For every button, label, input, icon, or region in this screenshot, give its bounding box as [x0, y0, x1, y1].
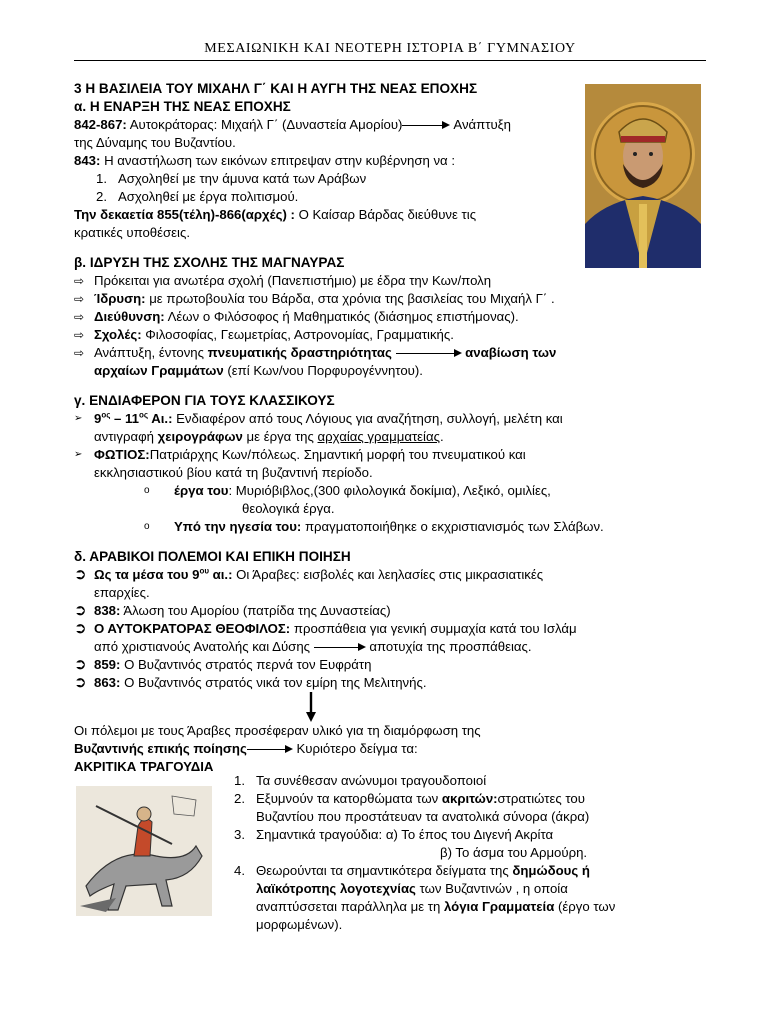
- circled-arrow-bullet-icon: ➲: [74, 602, 87, 619]
- list-item: ➲ Ως τα μέσα του $9^{o\upsilon}$ αι.: Οι Άραβες: εισβολές και λεηλασίες στις μικρασιατικές επαρχίες.: [74, 566, 544, 600]
- right-arrow-icon: [402, 121, 450, 131]
- list-item: ➲ 838: Άλωση του Αμορίου (πατρίδα της Δυναστείας): [74, 602, 391, 619]
- subsection-b-title: β. ΙΔΡΥΣΗ ΤΗΣ ΣΧΟΛΗΣ ΤΗΣ ΜΑΓΝΑΥΡΑΣ: [74, 255, 345, 270]
- year-842-line: 842-867: Αυτοκράτορας: Μιχαήλ Γ΄ (Δυναστεία Αμορίου) Ανάπτυξη: [74, 117, 511, 132]
- triangle-bullet-icon: ➢: [74, 413, 83, 424]
- list-item: ⇨ Σχολές: Φιλοσοφίας, Γεωμετρίας, Αστρονομίας, Γραμματικής.: [74, 327, 454, 342]
- page-header: ΜΕΣΑΙΩΝΙΚΗ ΚΑΙ ΝΕΟΤΕΡΗ ΙΣΤΟΡΙΑ Β΄ ΓΥΜΝΑΣΙΟΥ: [74, 40, 706, 61]
- document-body: [74, 80, 694, 692]
- akritika-title: ΑΚΡΙΤΙΚΑ ΤΡΑΓΟΥΔΙΑ: [74, 759, 214, 774]
- section-3-title: 3 Η ΒΑΣΙΛΕΙΑ ΤΟΥ ΜΙΧΑΗΛ Γ΄ ΚΑΙ Η ΑΥΓΗ ΤΗΣ ΝΕΑΣ ΕΠΟΧΗΣ: [74, 81, 478, 96]
- circled-arrow-bullet-icon: ➲: [74, 620, 87, 637]
- circle-bullet-icon: o: [144, 521, 150, 532]
- list-item: ➲ Ο ΑΥΤΟΚΡΑΤΟΡΑΣ ΘΕΟΦΙΛΟΣ: προσπάθεια για γενική συμμαχία κατά του Ισλάμ από χριστιανούς Ανατολής και Δύσης αποτυχία της προσπάθειας.: [74, 620, 577, 654]
- list-item: ➢ ΦΩΤΙΟΣ:Πατριάρχης Κων/πόλεως. Σημαντική μορφή του πνευματικού και εκκλησιαστικού βίου κατά τη βυζαντινή περίοδο.: [74, 447, 526, 480]
- decade-line: Την δεκαετία 855(τέλη)-866(αρχές) : Ο Καίσαρ Βάρδας διεύθυνε τις: [74, 207, 477, 222]
- triangle-bullet-icon: ➢: [74, 449, 83, 460]
- list-item: ⇨ Διεύθυνση: Λέων ο Φιλόσοφος ή Μαθηματικός (διάσημος επιστήμονας).: [74, 309, 519, 324]
- arrow-bullet-icon: ⇨: [74, 310, 85, 324]
- year-843-line: 843: Η αναστήλωση των εικόνων επιτρεψαν στην κυβέρνηση να :: [74, 153, 456, 168]
- list-item: ⇨ Ανάπτυξη, έντονης πνευματικής δραστηριότητας αναβίωση των αρχαίων Γραμμάτων (επί Κων/νου Πορφυρογέννητου).: [74, 345, 557, 378]
- list-item: 3. Σημαντικά τραγούδια: α) Το έπος του Διγενή Ακρίτα β) Το άσμα του Αρμούρη.: [234, 827, 588, 860]
- epic-intro: Οι πόλεμοι με τους Άραβες προσέφεραν υλικό για τη διαμόρφωση της Βυζαντινής επικής ποίησης Κυριότερο δείγμα τα: ΑΚΡΙΤΙΚΑ ΤΡΑΓΟΥΔΙΑ: [74, 722, 694, 776]
- list-item: ⇨ Πρόκειται για ανωτέρα σχολή (Πανεπιστήμιο) με έδρα την Κων/πολη: [74, 273, 492, 288]
- arrow-bullet-icon: ⇨: [74, 292, 85, 306]
- circled-arrow-bullet-icon: ➲: [74, 674, 87, 691]
- akritas-rider-image: [76, 786, 212, 916]
- list-item: 2. Ασχοληθεί με έργα πολιτισμού.: [96, 189, 299, 204]
- list-item: 1. Ασχοληθεί με την άμυνα κατά των Αράβων: [96, 171, 367, 186]
- subsection-a-title: α. Η ΕΝΑΡΞΗ ΤΗΣ ΝΕΑΣ ΕΠΟΧΗΣ: [74, 99, 291, 114]
- right-arrow-icon: [396, 349, 462, 359]
- list-item: o Υπό την ηγεσία του: πραγματοποιήθηκε ο εκχριστιανισμός των Σλάβων.: [144, 519, 604, 534]
- list-item: 2. Εξυμνούν τα κατορθώματα των ακριτών:στρατιώτες του Βυζαντίου που προστάτευαν τα ανατολικά σύνορα (άκρα): [234, 791, 590, 824]
- subsection-g-title: γ. ΕΝΔΙΑΦΕΡΟΝ ΓΙΑ ΤΟΥΣ ΚΛΑΣΣΙΚΟΥΣ: [74, 393, 335, 408]
- decade-line2: κρατικές υποθέσεις.: [74, 225, 190, 240]
- subsection-d-title: δ. ΑΡΑΒΙΚΟΙ ΠΟΛΕΜΟΙ ΚΑΙ ΕΠΙΚΗ ΠΟΙΗΣΗ: [74, 549, 351, 564]
- list-item: ➲ 863: Ο Βυζαντινός στρατός νικά τον εμίρη της Μελιτηνής.: [74, 674, 427, 691]
- circle-bullet-icon: o: [144, 485, 150, 496]
- year-842-line2: της Δύναμης του Βυζαντίου.: [74, 135, 236, 150]
- list-item: ➢ $9^{o\varsigma} - 11^{o\varsigma}$ Αι.: Ενδιαφέρον από τους Λόγιους για αναζήτηση, συλλογή, μελέτη και αντιγραφή χειρογράφων με έργα της αρχαίας γραμματείας.: [74, 410, 563, 444]
- right-arrow-icon: [314, 643, 366, 653]
- circled-arrow-bullet-icon: ➲: [74, 566, 87, 583]
- list-item: 1. Τα συνέθεσαν ανώνυμοι τραγουδοποιοί: [234, 773, 487, 788]
- circled-arrow-bullet-icon: ➲: [74, 656, 87, 673]
- arrow-bullet-icon: ⇨: [74, 328, 85, 342]
- list-item: ➲ 859: Ο Βυζαντινός στρατός περνά τον Ευφράτη: [74, 656, 372, 673]
- right-arrow-icon: [247, 745, 293, 755]
- arrow-bullet-icon: ⇨: [74, 346, 85, 360]
- list-item: ⇨ Ίδρυση: με πρωτοβουλία του Βάρδα, στα χρόνια της βασιλείας του Μιχαήλ Γ΄ .: [74, 291, 555, 306]
- list-item: 4. Θεωρούνται τα σημαντικότερα δείγματα της δημώδους ή λαϊκότροπης λογοτεχνίας των Βυζαντινών , η οποία αναπτύσσεται παράλληλα με τη λόγια Γραμματεία (έργο των μορφωμένων).: [234, 863, 616, 932]
- down-arrow-icon: [306, 692, 316, 722]
- list-item: o έργα του: Μυριόβιβλος,(300 φιλολογικά δοκίμια), Λεξικό, ομιλίες, θεολογικά έργα.: [144, 483, 551, 516]
- arrow-bullet-icon: ⇨: [74, 274, 85, 288]
- akritika-list: [234, 772, 704, 934]
